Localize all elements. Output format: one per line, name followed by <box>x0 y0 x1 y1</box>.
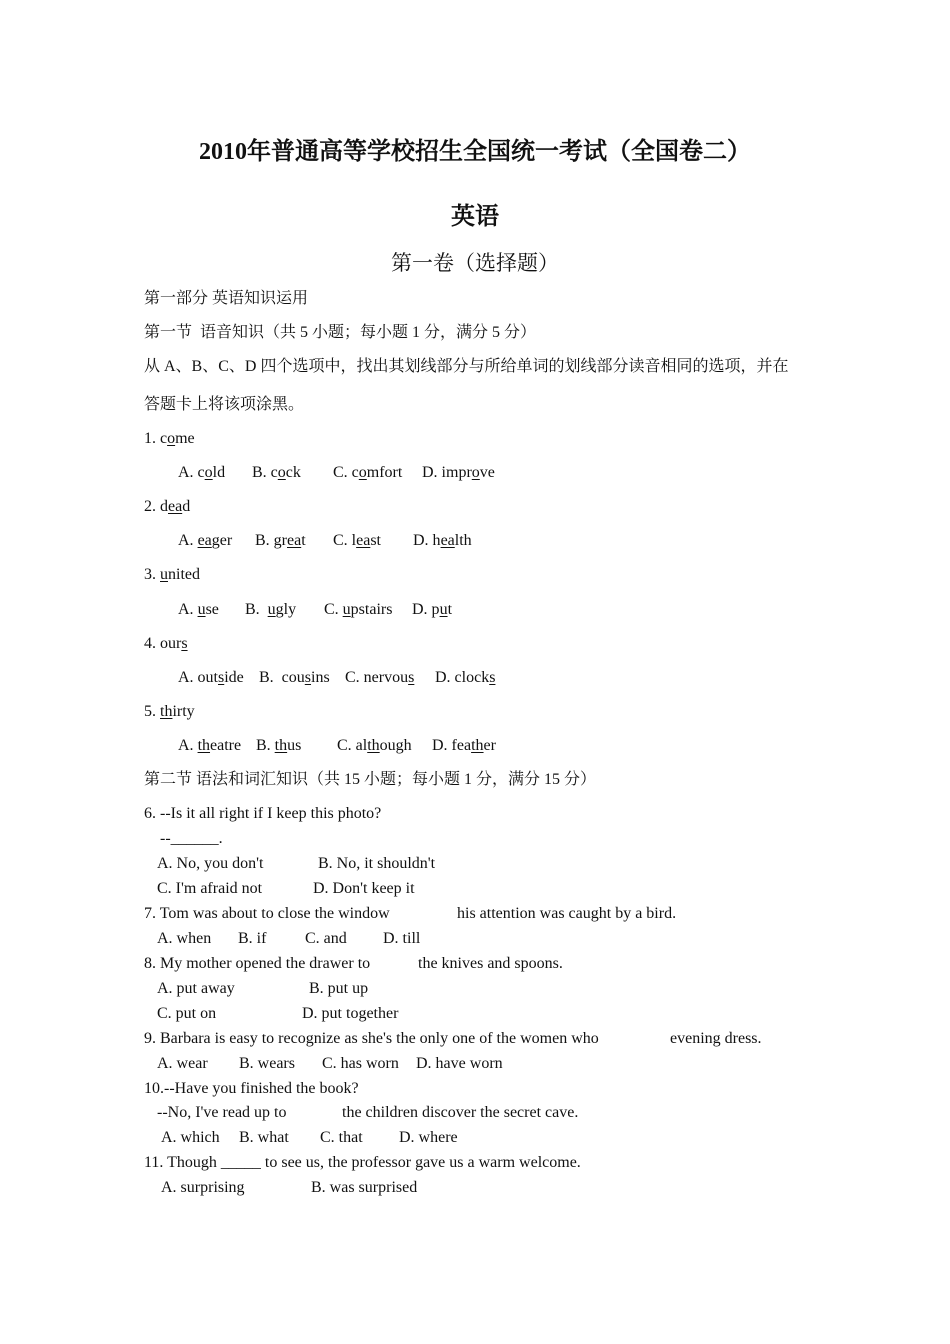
option: C. put on <box>157 1005 217 1022</box>
question-stem: 9. Barbara is easy to recognize as she's the only one of the women who <box>144 1030 599 1047</box>
option: B. cock <box>252 464 301 481</box>
option: A. use <box>178 601 219 618</box>
option: B. put up <box>309 980 369 997</box>
section1-instruction-line1: 从 A、B、C、D 四个选项中，找出其划线部分与所给单词的划线部分读音相同的选项，并在 <box>144 358 789 375</box>
question-stem: 5. thirty <box>144 703 195 720</box>
option: D. till <box>383 930 421 947</box>
exam-title: 2010年普通高等学校招生全国统一考试（全国卷二） <box>199 139 751 165</box>
option: D. have worn <box>416 1055 503 1072</box>
option: B. ugly <box>245 601 297 618</box>
question-stem: 2. dead <box>144 498 191 515</box>
option: B. what <box>239 1129 289 1146</box>
option: A. No, you don't <box>157 855 264 872</box>
option-row <box>178 463 578 483</box>
option: B. thus <box>256 737 302 754</box>
option-row <box>178 668 578 688</box>
option: C. nervous <box>345 669 415 686</box>
question-stem: the knives and spoons. <box>418 955 563 972</box>
option: C. upstairs <box>324 601 393 618</box>
option: D. clocks <box>435 669 496 686</box>
question-stem: 7. Tom was about to close the window <box>144 905 390 922</box>
question-stem: 1. come <box>144 430 195 447</box>
question-stem: his attention was caught by a bird. <box>457 905 677 922</box>
question-stem: 8. My mother opened the drawer to <box>144 955 371 972</box>
option: C. I'm afraid not <box>157 880 263 897</box>
option: D. health <box>413 532 472 549</box>
option: D. put <box>412 601 453 618</box>
option: A. theatre <box>178 737 242 754</box>
option: C. least <box>333 532 381 549</box>
option: D. Don't keep it <box>313 880 415 897</box>
option: B. great <box>255 532 306 549</box>
subject-title: 英语 <box>451 204 499 230</box>
question-stem: 10.--Have you finished the book? <box>144 1080 359 1097</box>
option: A. eager <box>178 532 233 549</box>
option: A. wear <box>157 1055 208 1072</box>
option: A. outside <box>178 669 244 686</box>
option: A. when <box>157 930 212 947</box>
question-reply: the children discover the secret cave. <box>342 1104 579 1121</box>
option: C. and <box>305 930 347 947</box>
question-stem: 3. united <box>144 566 200 583</box>
option: B. No, it shouldn't <box>318 855 436 872</box>
option: A. which <box>161 1129 220 1146</box>
option-row <box>178 736 578 756</box>
question-stem: 11. Though _____ to see us, the professor gave us a warm welcome. <box>144 1154 581 1171</box>
section1-instruction-line2: 答题卡上将该项涂黑。 <box>144 396 305 413</box>
option: B. wears <box>239 1055 295 1072</box>
option: B. if <box>238 930 267 947</box>
option: C. comfort <box>333 464 403 481</box>
option: B. cousins <box>259 669 330 686</box>
option: C. has worn <box>322 1055 399 1072</box>
option-row <box>178 600 578 620</box>
question-stem: evening dress. <box>670 1030 762 1047</box>
option: A. cold <box>178 464 226 481</box>
question-stem: 6. --Is it all right if I keep this photo? <box>144 805 382 822</box>
volume-title: 第一卷（选择题） <box>391 251 559 275</box>
section2-heading: 第二节 语法和词汇知识（共 15 小题；每小题 1 分，满分 15 分） <box>144 771 597 788</box>
option: C. that <box>320 1129 363 1146</box>
option: B. was surprised <box>311 1179 418 1196</box>
part1-heading: 第一部分 英语知识运用 <box>144 290 309 307</box>
option: D. put together <box>302 1005 399 1022</box>
option: D. improve <box>422 464 495 481</box>
option: D. where <box>399 1129 458 1146</box>
option: A. put away <box>157 980 235 997</box>
question-stem: 4. ours <box>144 635 188 652</box>
option-row <box>178 531 578 551</box>
option: A. surprising <box>161 1179 245 1196</box>
section1-heading: 第一节 语音知识（共 5 小题；每小题 1 分，满分 5 分） <box>144 324 537 341</box>
option: C. although <box>337 737 412 754</box>
question-reply: --______. <box>160 830 223 847</box>
option: D. feather <box>432 737 496 754</box>
question-reply: --No, I've read up to <box>157 1104 287 1121</box>
